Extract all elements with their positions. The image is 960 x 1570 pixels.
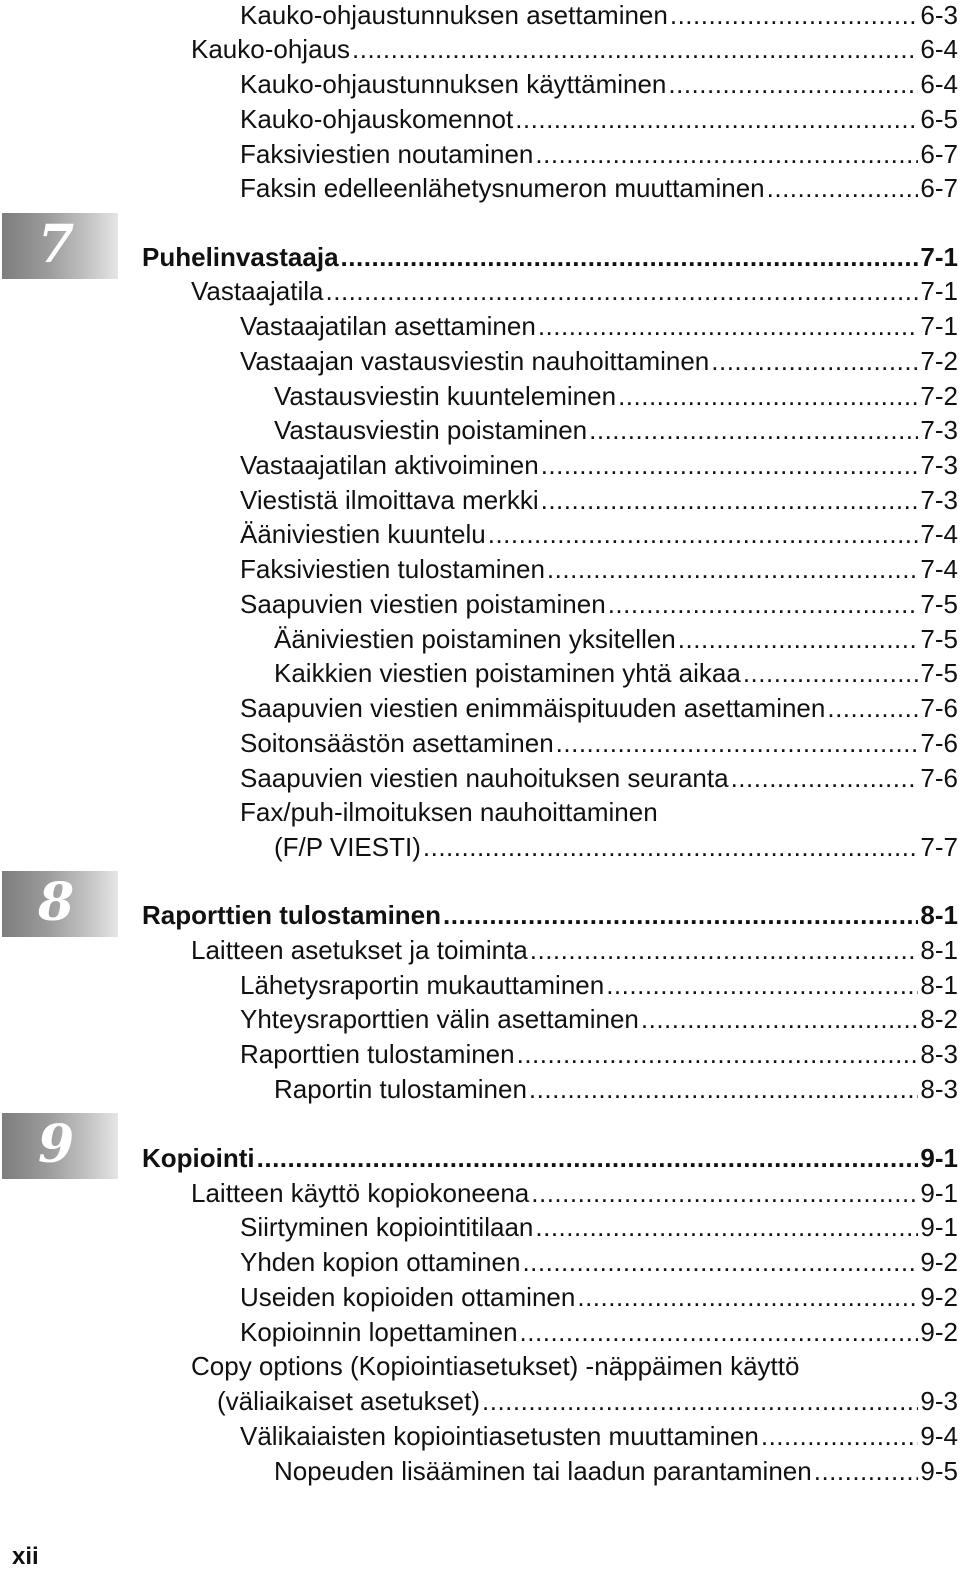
toc-entry[interactable]: [274, 411, 958, 445]
toc-entry-title: Faksin edelleenlähetysnumeron muuttaminen: [240, 173, 765, 203]
toc-dot-leader: [641, 1004, 919, 1034]
toc-entry-page: 7-2: [920, 346, 958, 376]
toc-entry[interactable]: [240, 759, 958, 793]
toc-entry[interactable]: [240, 1208, 958, 1242]
toc-entry-title: Raportin tulostaminen: [274, 1074, 527, 1104]
toc-entry[interactable]: [240, 135, 958, 169]
toc-entry-page: 7-3: [920, 415, 958, 445]
toc-entry-page: 8-3: [920, 1074, 958, 1104]
toc-dot-leader: [535, 1212, 918, 1242]
toc-entry-title: (F/P VIESTI): [274, 832, 421, 862]
toc-entry[interactable]: [191, 30, 958, 64]
toc-entry-title: Vastausviestin kuunteleminen: [274, 381, 617, 411]
toc-entry-page: 7-1: [920, 242, 958, 272]
toc-entry-title: Siirtyminen kopiointitilaan: [240, 1212, 534, 1242]
toc-entry[interactable]: [240, 342, 958, 376]
toc-entry-page: 7-5: [920, 589, 958, 619]
toc-entry[interactable]: [240, 100, 958, 134]
toc-dot-leader: [482, 1386, 918, 1416]
toc-dot-leader: [531, 1178, 918, 1208]
toc-entry-title: Raporttien tulostaminen: [142, 900, 442, 930]
toc-entry[interactable]: [217, 1382, 958, 1416]
toc-entry-title: Kaikkien viestien poistaminen yhtä aikaa: [274, 658, 741, 688]
toc-entry-title: Yhden kopion ottaminen: [240, 1247, 521, 1277]
toc-entry-title: Saapuvien viestien nauhoituksen seuranta: [240, 763, 729, 793]
toc-dot-leader: [488, 519, 919, 549]
toc-entry[interactable]: [240, 446, 958, 480]
toc-entry[interactable]: [240, 1278, 958, 1312]
toc-entry[interactable]: [191, 1347, 958, 1381]
toc-dot-leader: [827, 693, 918, 723]
toc-entry-title: Kauko-ohjaustunnuksen käyttäminen: [240, 69, 667, 99]
toc-dot-leader: [423, 832, 919, 862]
toc-entry-title: Kauko-ohjaustunnuksen asettaminen: [240, 0, 668, 30]
toc-entry-page: 9-5: [920, 1456, 958, 1486]
toc-dot-leader: [547, 554, 919, 584]
toc-entry-page: 6-4: [920, 34, 958, 64]
toc-entry-page: 7-3: [920, 450, 958, 480]
toc-entry[interactable]: [240, 1000, 958, 1034]
toc-entry-title: Viestistä ilmoittava merkki: [240, 485, 539, 515]
toc-entry-title: Ääniviestien poistaminen yksitellen: [274, 624, 676, 654]
toc-entry-page: 7-4: [920, 519, 958, 549]
toc-entry-title: Raporttien tulostaminen: [240, 1039, 515, 1069]
toc-chapter-entry[interactable]: [142, 238, 958, 272]
toc-entry[interactable]: [191, 931, 958, 965]
toc-entry[interactable]: [274, 828, 958, 862]
chapter-number: 8: [38, 872, 75, 933]
toc-entry[interactable]: [191, 272, 958, 306]
toc-dot-leader: [767, 173, 919, 203]
toc-entry-page: 7-7: [920, 832, 958, 862]
toc-entry[interactable]: [240, 1035, 958, 1069]
toc-dot-leader: [814, 1456, 919, 1486]
toc-dot-leader: [530, 935, 919, 965]
toc-entry-page: 7-1: [920, 311, 958, 341]
toc-entry[interactable]: [274, 377, 958, 411]
toc-entry-title: Faksiviestien noutaminen: [240, 139, 534, 169]
chapter-tab: [2, 213, 118, 279]
toc-entry-title: Useiden kopioiden ottaminen: [240, 1282, 576, 1312]
toc-entry-title: (väliaikaiset asetukset): [217, 1386, 480, 1416]
toc-entry[interactable]: [274, 1452, 958, 1486]
toc-entry[interactable]: [240, 481, 958, 515]
toc-entry[interactable]: [274, 654, 958, 688]
toc-entry-page: 7-6: [920, 728, 958, 758]
toc-entry-page: 9-2: [920, 1247, 958, 1277]
toc-entry[interactable]: [240, 724, 958, 758]
toc-entry-page: 6-5: [920, 104, 958, 134]
toc-entry-title: Copy options (Kopiointiasetukset) -näppäimen käyttö: [191, 1351, 800, 1381]
toc-entry[interactable]: [240, 966, 958, 1000]
toc-entry-title: Saapuvien viestien poistaminen: [240, 589, 606, 619]
toc-entry-page: 7-5: [920, 658, 958, 688]
toc-entry-title: Yhteysraporttien välin asettaminen: [240, 1004, 639, 1034]
toc-entry-title: Kopiointi: [142, 1143, 255, 1173]
toc-dot-leader: [678, 624, 919, 654]
toc-entry[interactable]: [240, 1243, 958, 1277]
toc-entry-page: 9-4: [920, 1421, 958, 1451]
toc-dot-leader: [556, 728, 919, 758]
toc-dot-leader: [341, 242, 919, 272]
toc-entry-title: Nopeuden lisääminen tai laadun parantaminen: [274, 1456, 812, 1486]
toc-dot-leader: [538, 311, 919, 341]
toc-entry-title: Vastaajan vastausviestin nauhoittaminen: [240, 346, 710, 376]
toc-entry-page: 7-4: [920, 554, 958, 584]
toc-entry[interactable]: [240, 550, 958, 584]
toc-entry-title: Lähetysraportin mukauttaminen: [240, 970, 605, 1000]
toc-entry-page: 8-2: [920, 1004, 958, 1034]
toc-dot-leader: [743, 658, 919, 688]
toc-dot-leader: [517, 1039, 919, 1069]
toc-entry-page: 8-1: [920, 970, 958, 1000]
toc-entry-title: Fax/puh-ilmoituksen nauhoittaminen: [240, 797, 658, 827]
toc-dot-leader: [618, 381, 918, 411]
toc-entry-title: Kauko-ohjauskomennot: [240, 104, 514, 134]
toc-entry-title: Vastausviestin poistaminen: [274, 415, 588, 445]
toc-entry[interactable]: [240, 1417, 958, 1451]
toc-entry-page: 9-2: [920, 1317, 958, 1347]
toc-entry[interactable]: [240, 65, 958, 99]
toc-dot-leader: [589, 415, 918, 445]
chapter-tab: [2, 871, 118, 937]
toc-entry[interactable]: [240, 689, 958, 723]
toc-entry-page: 9-1: [920, 1178, 958, 1208]
toc-dot-leader: [352, 34, 918, 64]
toc-dot-leader: [535, 139, 918, 169]
toc-entry-page: 8-3: [920, 1039, 958, 1069]
toc-entry-title: Vastaajatilan aktivoiminen: [240, 450, 539, 480]
toc-dot-leader: [515, 104, 918, 134]
toc-dot-leader: [520, 1317, 919, 1347]
toc-entry[interactable]: [191, 1174, 958, 1208]
toc-entry-page: 9-1: [920, 1212, 958, 1242]
toc-dot-leader: [606, 970, 918, 1000]
toc-entry-title: Laitteen käyttö kopiokoneena: [191, 1178, 530, 1208]
toc-entry-title: Kopioinnin lopettaminen: [240, 1317, 518, 1347]
toc-entry[interactable]: [240, 585, 958, 619]
toc-chapter-entry[interactable]: [142, 896, 958, 930]
toc-entry-page: 7-6: [920, 693, 958, 723]
toc-dot-leader: [522, 1247, 918, 1277]
toc-entry[interactable]: [240, 0, 958, 30]
toc-entry[interactable]: [274, 620, 958, 654]
toc-entry-page: 9-2: [920, 1282, 958, 1312]
chapter-tab: [2, 1113, 118, 1179]
toc-dot-leader: [257, 1143, 919, 1173]
toc-entry-page: 6-3: [920, 0, 958, 30]
toc-entry-page: 7-6: [920, 763, 958, 793]
toc-entry-page: 7-1: [920, 276, 958, 306]
toc-entry[interactable]: [240, 793, 958, 827]
toc-dot-leader: [670, 0, 919, 30]
toc-dot-leader: [443, 900, 918, 930]
toc-entry-page: 9-1: [920, 1143, 958, 1173]
toc-entry-title: Välikaiaisten kopiointiasetusten muuttaminen: [240, 1421, 759, 1451]
toc-dot-leader: [711, 346, 918, 376]
toc-dot-leader: [541, 485, 919, 515]
toc-entry-title: Soitonsäästön asettaminen: [240, 728, 554, 758]
toc-entry[interactable]: [240, 1313, 958, 1347]
toc-dot-leader: [577, 1282, 918, 1312]
toc-entry-page: 8-1: [920, 900, 958, 930]
toc-dot-leader: [608, 589, 919, 619]
toc-entry[interactable]: [240, 307, 958, 341]
toc-dot-leader: [761, 1421, 919, 1451]
toc-entry-title: Saapuvien viestien enimmäispituuden asettaminen: [240, 693, 826, 723]
toc-dot-leader: [731, 763, 919, 793]
chapter-number: 7: [38, 214, 75, 275]
toc-chapter-entry[interactable]: [142, 1139, 958, 1173]
toc-entry-page: 9-3: [920, 1386, 958, 1416]
toc-dot-leader: [668, 69, 918, 99]
toc-entry-page: 8-1: [920, 935, 958, 965]
toc-entry-title: Kauko-ohjaus: [191, 34, 350, 64]
toc-entry-page: 7-2: [920, 381, 958, 411]
chapter-number: 9: [38, 1114, 75, 1175]
toc-entry-page: 6-7: [920, 173, 958, 203]
toc-entry-title: Faksiviestien tulostaminen: [240, 554, 545, 584]
toc-entry-page: 6-7: [920, 139, 958, 169]
toc-entry[interactable]: [240, 169, 958, 203]
toc-entry-title: Puhelinvastaaja: [142, 242, 339, 272]
toc-entry-title: Ääniviestien kuuntelu: [240, 519, 486, 549]
toc-entry[interactable]: [240, 515, 958, 549]
toc-entry[interactable]: [274, 1070, 958, 1104]
toc-dot-leader: [326, 276, 919, 306]
toc-entry-page: 7-5: [920, 624, 958, 654]
toc-entry-page: 7-3: [920, 485, 958, 515]
toc-entry-title: Laitteen asetukset ja toiminta: [191, 935, 528, 965]
toc-dot-leader: [529, 1074, 919, 1104]
page-number: xii: [12, 1543, 39, 1570]
toc-entry-page: 6-4: [920, 69, 958, 99]
toc-entry-title: Vastaajatila: [191, 276, 324, 306]
toc-entry-title: Vastaajatilan asettaminen: [240, 311, 536, 341]
toc-dot-leader: [541, 450, 919, 480]
